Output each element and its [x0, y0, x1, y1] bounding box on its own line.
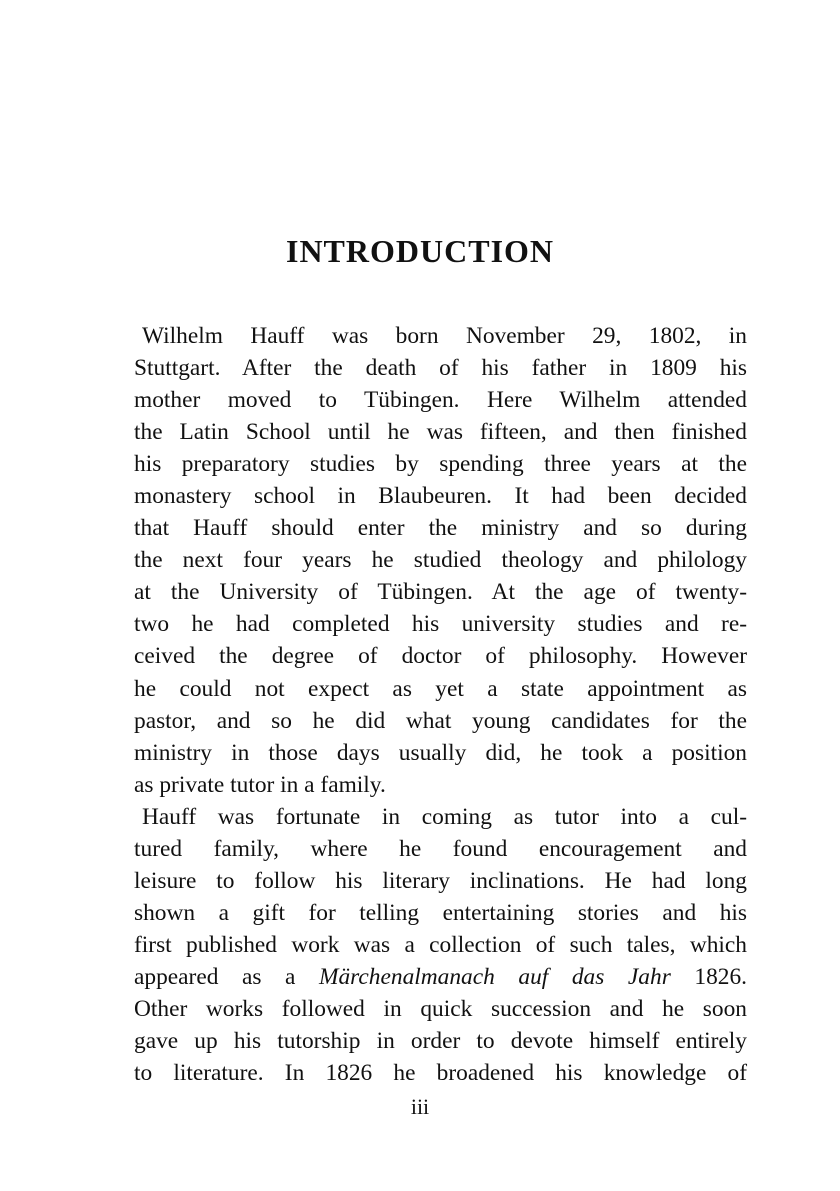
text-line: mother moved to Tübingen. Here Wilhelm attended — [134, 387, 747, 414]
text-line: ceived the degree of doctor of philosophy. However — [134, 643, 747, 670]
page-number: iii — [410, 1094, 430, 1119]
text-line: Wilhelm Hauff was born November 29, 1802, in — [142, 323, 747, 349]
text-line: the Latin School until he was fifteen, and then finished — [134, 419, 747, 446]
chapter-heading: INTRODUCTION — [285, 233, 555, 269]
text-line: his preparatory studies by spending three years at the — [134, 451, 747, 478]
text-line: shown a gift for telling entertaining stories and his — [134, 899, 747, 926]
text-line: ministry in those days usually did, he took a position — [134, 739, 747, 766]
text-after-title: 1826. — [670, 963, 747, 990]
text-line: Hauff was fortunate in coming as tutor into a cul- — [142, 803, 747, 830]
text-line: tured family, where he found encouragement and — [134, 835, 747, 862]
book-title: Märchenalmanach auf das Jahr — [319, 963, 671, 990]
text-line: as private tutor in a family. — [134, 771, 386, 798]
text-line: to literature. In 1826 he broadened his knowledge of — [134, 1060, 747, 1087]
text-line: Stuttgart. After the death of his father in 1809 his — [134, 355, 747, 382]
text-line: Other works followed in quick succession and he soon — [134, 995, 747, 1022]
text-line: leisure to follow his literary inclinations. He had long — [134, 867, 747, 894]
text-line: at the University of Tübingen. At the age of twenty- — [134, 579, 747, 606]
text-line: he could not expect as yet a state appointment as — [134, 675, 747, 702]
text-line: first published work was a collection of such tales, which — [134, 931, 747, 958]
text-line: the next four years he studied theology and philology — [134, 547, 747, 574]
text-line: two he had completed his university studies and re- — [134, 611, 747, 638]
text-line: that Hauff should enter the ministry and so during — [134, 515, 747, 542]
text-line-with-title — [134, 961, 747, 993]
body-text — [134, 320, 747, 1089]
text-before-title: appeared as a — [134, 963, 319, 990]
text-line: pastor, and so he did what young candidates for the — [134, 707, 747, 734]
text-line: gave up his tutorship in order to devote himself entirely — [134, 1028, 747, 1055]
text-line: monastery school in Blaubeuren. It had been decided — [134, 483, 747, 510]
